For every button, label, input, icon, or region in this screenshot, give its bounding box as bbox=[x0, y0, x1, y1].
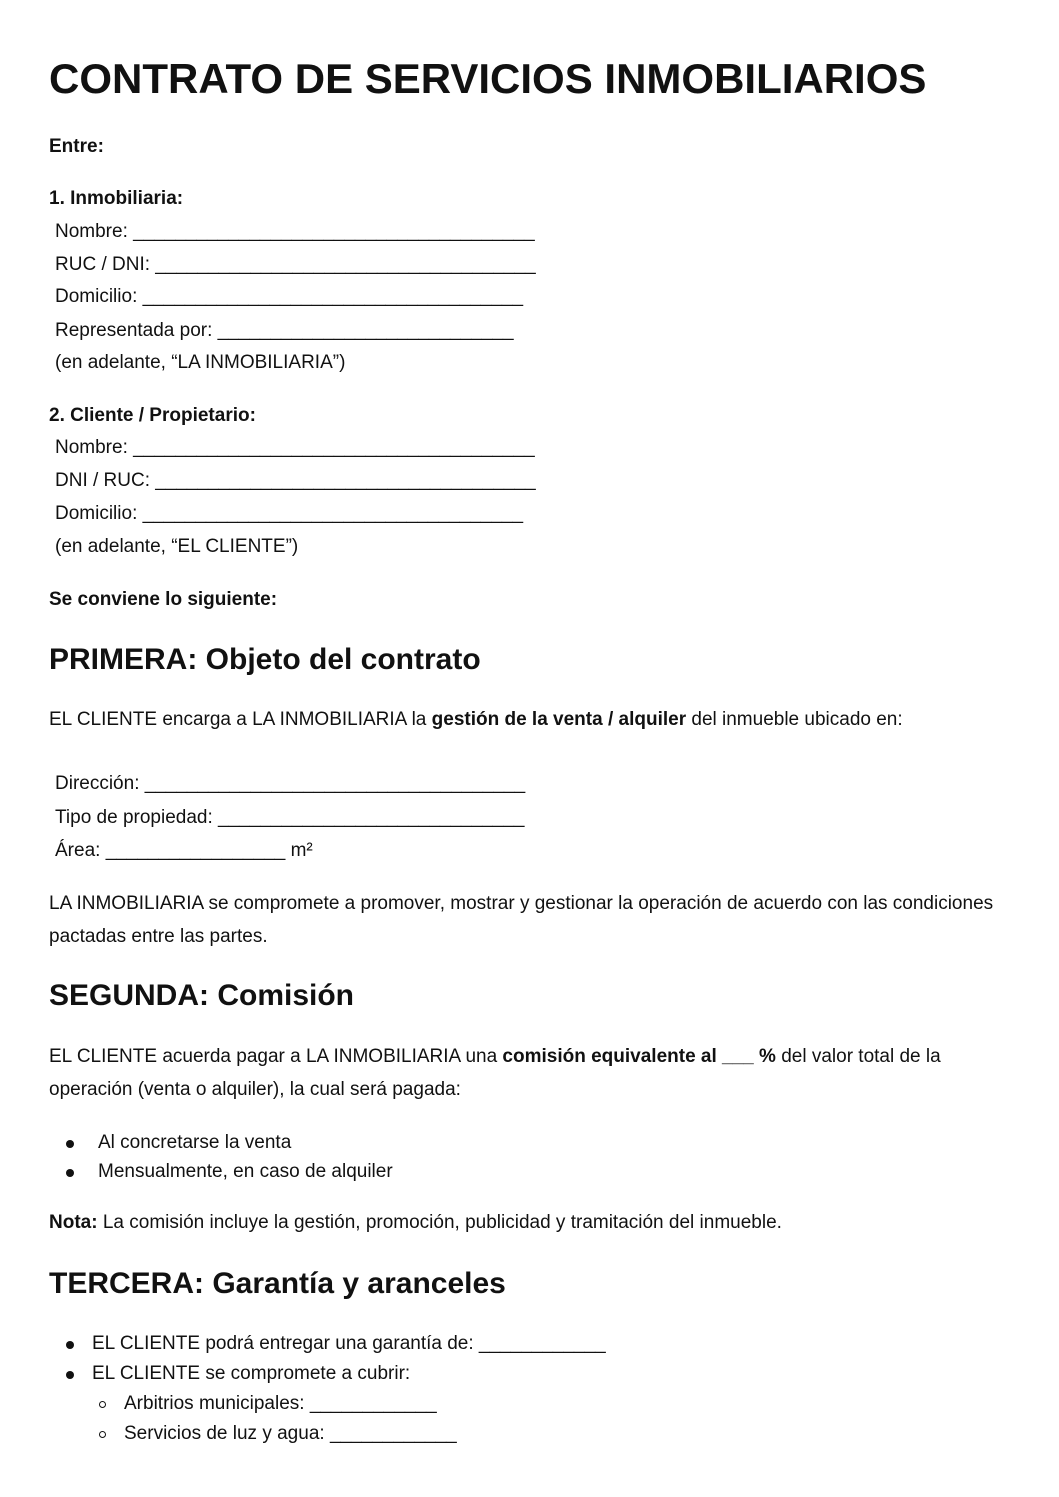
note-label: Nota: bbox=[49, 1212, 98, 1233]
intro-text: EL CLIENTE encarga a LA INMOBILIARIA la bbox=[49, 709, 432, 730]
party2-dni-field: DNI / RUC: ____________________________________ bbox=[55, 470, 536, 491]
document-title: CONTRATO DE SERVICIOS INMOBILIARIOS bbox=[49, 55, 927, 102]
note-text: La comisión incluye la gestión, promoción, publicidad y tramitación del inmueble. bbox=[97, 1212, 782, 1233]
bullet-icon bbox=[66, 1169, 74, 1177]
bullet-icon bbox=[66, 1371, 74, 1379]
client-covers-item: EL CLIENTE se compromete a cubrir: bbox=[92, 1363, 411, 1384]
commission-note bbox=[49, 1210, 782, 1236]
property-address-field: Dirección: ____________________________________ bbox=[55, 773, 526, 794]
between-label: Entre: bbox=[49, 136, 104, 157]
party2-alias: (en adelante, “EL CLIENTE”) bbox=[55, 536, 299, 557]
intro-bold-text: gestión de la venta / alquiler bbox=[431, 709, 687, 730]
party1-ruc-field: RUC / DNI: ____________________________________ bbox=[55, 254, 536, 275]
payment-option-rent: Mensualmente, en caso de alquiler bbox=[98, 1161, 393, 1182]
commission-bold-text: comisión equivalente al ___ % bbox=[502, 1046, 776, 1067]
party1-representative-field: Representada por: ____________________________ bbox=[55, 320, 514, 341]
utilities-item: Servicios de luz y agua: ____________ bbox=[124, 1423, 457, 1444]
circle-bullet-icon bbox=[99, 1431, 106, 1438]
payment-option-sale: Al concretarse la venta bbox=[98, 1132, 292, 1153]
agreement-label: Se conviene lo siguiente: bbox=[49, 589, 278, 610]
clause-primera-heading: PRIMERA: Objeto del contrato bbox=[49, 643, 481, 676]
party2-address-field: Domicilio: ____________________________________ bbox=[55, 503, 524, 524]
municipal-fees-item: Arbitrios municipales: ____________ bbox=[124, 1393, 437, 1414]
commission-text: EL CLIENTE acuerda pagar a LA INMOBILIARIA una bbox=[49, 1046, 503, 1067]
party1-name-field: Nombre: ______________________________________ bbox=[55, 221, 535, 242]
party2-heading: 2. Cliente / Propietario: bbox=[49, 405, 256, 426]
party1-alias: (en adelante, “LA INMOBILIARIA”) bbox=[55, 352, 346, 373]
circle-bullet-icon bbox=[99, 1401, 106, 1408]
property-type-field: Tipo de propiedad: _____________________________ bbox=[55, 807, 525, 828]
clause-primera-intro bbox=[49, 703, 1009, 736]
guarantee-item: EL CLIENTE podrá entregar una garantía de: ____________ bbox=[92, 1333, 606, 1354]
bullet-icon bbox=[66, 1341, 74, 1349]
commission-text-end: del valor total de la operación (venta o alquiler), la cual será pagada: bbox=[49, 1046, 941, 1100]
party2-name-field: Nombre: ______________________________________ bbox=[55, 437, 535, 458]
property-area-field: Área: _________________ m² bbox=[55, 840, 313, 861]
party1-address-field: Domicilio: ____________________________________ bbox=[55, 286, 524, 307]
intro-text-end: del inmueble ubicado en: bbox=[686, 709, 903, 730]
bullet-icon bbox=[66, 1140, 74, 1148]
clause-segunda-text bbox=[49, 1040, 1009, 1106]
clause-segunda-heading: SEGUNDA: Comisión bbox=[49, 979, 355, 1012]
party1-heading: 1. Inmobiliaria: bbox=[49, 188, 184, 209]
clause-primera-commitment: LA INMOBILIARIA se compromete a promover, mostrar y gestionar la operación de acuerdo con las condiciones pactadas entre las partes. bbox=[49, 893, 994, 947]
clause-tercera-heading: TERCERA: Garantía y aranceles bbox=[49, 1267, 506, 1300]
